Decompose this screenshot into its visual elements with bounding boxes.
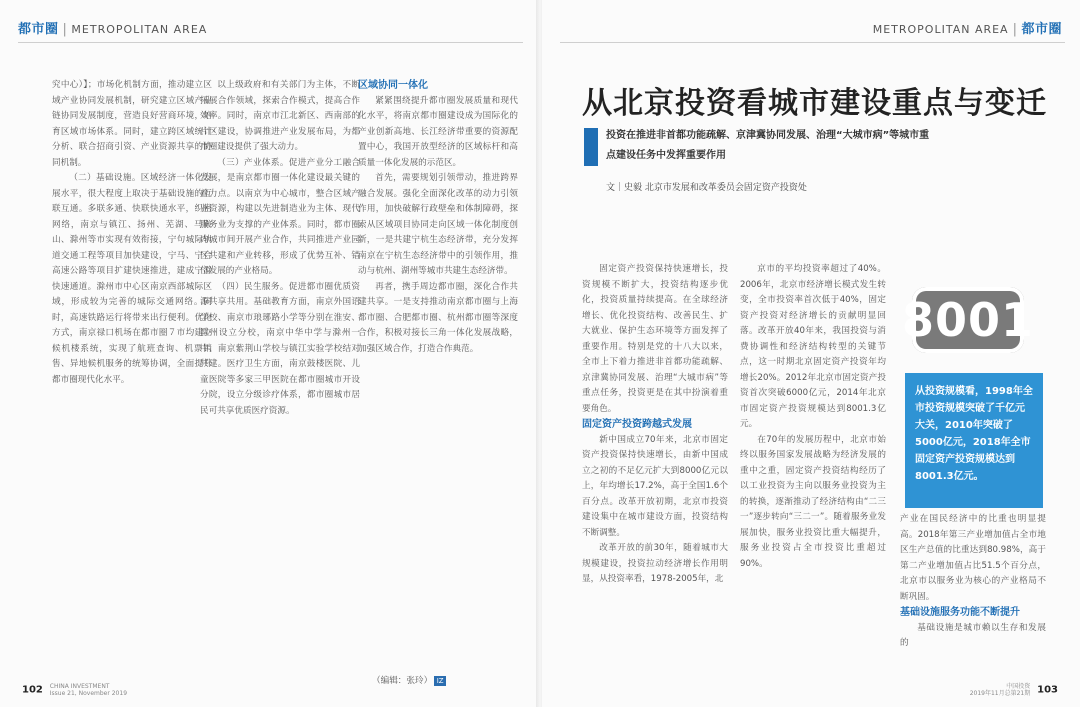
body-paragraph: 以上级政府和有关部门为主体，不断拓展合作领域，探索合作模式，提高合作效率。同时，南京市江北新区、西南部的片区建设，协调推进产业发展布局，为都市圈建设提供了强大动力。 [200,80,360,152]
left-section-header: 都市圈 | METROPOLITAN AREA [18,22,208,37]
section-subheading: 固定资产投资跨越式发展 [582,419,692,430]
body-paragraph: （三）产业体系。促进产业分工融合发展，是南京都市圈一体化建设最关键的着力点。以南京为中心城市，整合区域产业资源，构建以先进制造业为主体、现代服务业为支撑的产业体系。同时，都市圈内城市间开展产业合作，共同推进产业园区共建和产业转移，形成了优势互补、错位发展的产业格局。 [200,157,360,276]
subtitle-accent-bar [584,128,598,166]
body-paragraph: 产业在国民经济中的比重也明显提高。2018年第三产业增加值占全市地区生产总值的比重达到80.98%，高于第二产业增加值占比51.5个百分点，北京市以服务业为核心的产业格局不断巩固。 [900,514,1046,602]
end-mark-icon: IZ [434,676,446,686]
body-paragraph: 究中心）】；市场化机制方面，推动建立区域产业协同发展机制，研究建立区域产业链协同发展制度，营造良好营商环境，培育区域市场体系。同时，建立跨区域统计分析、联合招商引资、产业资源共享的协同机制。 [52,80,212,168]
section-subheading: 基础设施服务功能不断提升 [900,607,1020,618]
article-subtitle: 投资在推进非首都功能疏解、京津冀协同发展、治理“大城市病”等城市重点建设任务中发挥重要作用 [606,130,930,161]
callout-box: 从投资规模看，1998年全市投资规模突破了千亿元大关，2010年突破了5000亿元，2018年全市固定资产投资规模达到8001.3亿元。 [905,373,1043,508]
highlight-number: 8001 [912,287,1024,353]
body-paragraph: 固定资产投资保持快速增长，投资规模不断扩大，投资结构逐步优化，投资质量持续提高。在全球经济增长、优化投资结构、改善民生、扩大就业、保护生态环境等方面发挥了重要作用。特别是党的十八大以来，全市上下着力推进非首都功能疏解、京津冀协同发展、治理“大城市病”等重点任务，投资更是在其中扮演着重要角色。 [582,264,728,414]
section-label-en: METROPOLITAN AREA [872,23,1009,36]
body-paragraph: 首先，需要规划引领带动，推进跨界融合发展。强化全面深化改革的动力引领作用，加快破解行政壁垒和体制障碍，探索从区域项目协同走向区域一体化制度创新，一是共建宁杭生态经济带，充分发挥南京在宁杭生态经济带中的引领作用，推动与杭州、湖州等城市共建生态经济带。 [358,173,518,276]
body-paragraph: （二）基础设施。区域经济一体化发展水平，很大程度上取决于基础设施的互联互通。多联多通、快联快通水平，织密网络，南京与镇江、扬州、芜湖、马鞍山、滁州等市实现有效衔接，宁句城际轨道交通工程等项目加快建设，宁马、宁合高速公路等项目扩建快速推进，建成宁滁快速通道。滁州市中心区南京西部城际区域，形成较为完善的城际交通网络。同时，高速铁路运行将带来出行便利。优化方式，南京禄口机场在都市圈７市均建立候机楼系统，实现了航班查询、机票销售、异地候机服务的统筹协调，全面提升都市圈现代化水平。 [52,173,212,385]
body-paragraph: 新中国成立70年来，北京市固定资产投资保持快速增长，由新中国成立之初的不足亿元扩大到8000亿元以上，年均增长17.2%，高于全国1.6个百分点。改革开放初期，北京市投资建设集中在城市建设方面，投资结构不断调整。 [582,434,728,538]
header-divider [560,42,1065,43]
section-subheading: 区域协同一体化 [358,80,428,91]
left-footer [22,683,127,697]
page-number: 103 [1037,684,1058,696]
magazine-name: CHINA INVESTMENT [49,683,110,690]
left-column-3 [358,78,518,643]
left-page [0,0,538,707]
article-title: 从北京投资看城市建设重点与变迁 [582,86,1047,121]
issue-info: Issue 21, November 2019 [49,690,128,697]
right-column-2 [740,262,886,680]
right-column-1 [582,262,728,680]
section-label: 都市圈 [1021,22,1062,37]
magazine-name: 中国投资 [1006,683,1031,690]
body-paragraph: （四）民生服务。促进都市圈优质资源共享共用。基础教育方面，南京外国语学校、南京市琅琊路小学等分别在淮安、滁州设立分校，南京中华中学与滁州一中、南京紫荆山学校与镇江实验学校结对共建。医疗卫生方面，南京鼓楼医院、儿童医院等多家三甲医院在都市圈城市开设分院，设立分级诊疗体系，都市圈城市居民可共享优质医疗资源。 [200,281,360,416]
left-column-1 [52,78,212,643]
right-section-header: METROPOLITAN AREA | 都市圈 [872,22,1062,37]
body-paragraph: 改革开放的前30年，随着城市大规模建设，投资拉动经济增长作用明显，从投资率看，1978-2005年，北 [582,543,728,584]
editor-tag: （编辑：张玲） IZ [372,674,446,686]
body-paragraph: 京市的平均投资率超过了40%。2006年，北京市经济增长模式发生转变，全市投资率首次低于40%，固定资产投资对经济增长的贡献明显回落。改革开放40年来，我国投资与消费协调性和经济结构转型的关键节点，这一时期北京固定资产投资年均增长20%。2012年北京市固定资产投资首次突破6000亿元，2014年北京市固定资产投资规模达到8001.3亿元。 [740,264,886,429]
section-label: 都市圈 [18,22,59,37]
body-paragraph: 紧紧围绕提升都市圈发展质量和现代化水平，将南京都市圈建设成为国际化的产业创新高地、长江经济带重要的资源配置中心，我国开放型经济的区域标杆和高质量一体化发展的示范区。 [358,95,518,168]
body-paragraph: 基础设施是城市赖以生存和发展的 [900,622,1046,648]
header-divider [18,42,523,43]
section-label-en: METROPOLITAN AREA [71,23,208,36]
body-paragraph: 在70年的发展历程中，北京市始终以服务国家发展战略为经济发展的重中之重，固定资产投资结构经历了以工业投资为主向以服务业投资为主的转换，逐渐推动了经济结构由“二三一”逐步转向“三二一”。随着服务业发展加快，服务业投资比重大幅提升，服务业投资占全市投资比重超过90%。 [740,434,886,569]
right-column-3 [900,512,1046,680]
body-paragraph: 再者，携手周边都市圈，深化合作共建共享。一是支持推动南京都市圈与上海都市圈、合肥都市圈、杭州都市圈等深度合作，积极对接长三角一体化发展战略，加强区域合作，打造合作典范。 [358,281,518,354]
author-byline: 文｜史毅 北京市发展和改革委员会固定资产投资处 [606,183,807,193]
right-footer [970,683,1058,697]
issue-info: 2019年11月总第21期 [969,690,1031,697]
left-column-2 [200,78,360,643]
page-number: 102 [22,684,43,696]
